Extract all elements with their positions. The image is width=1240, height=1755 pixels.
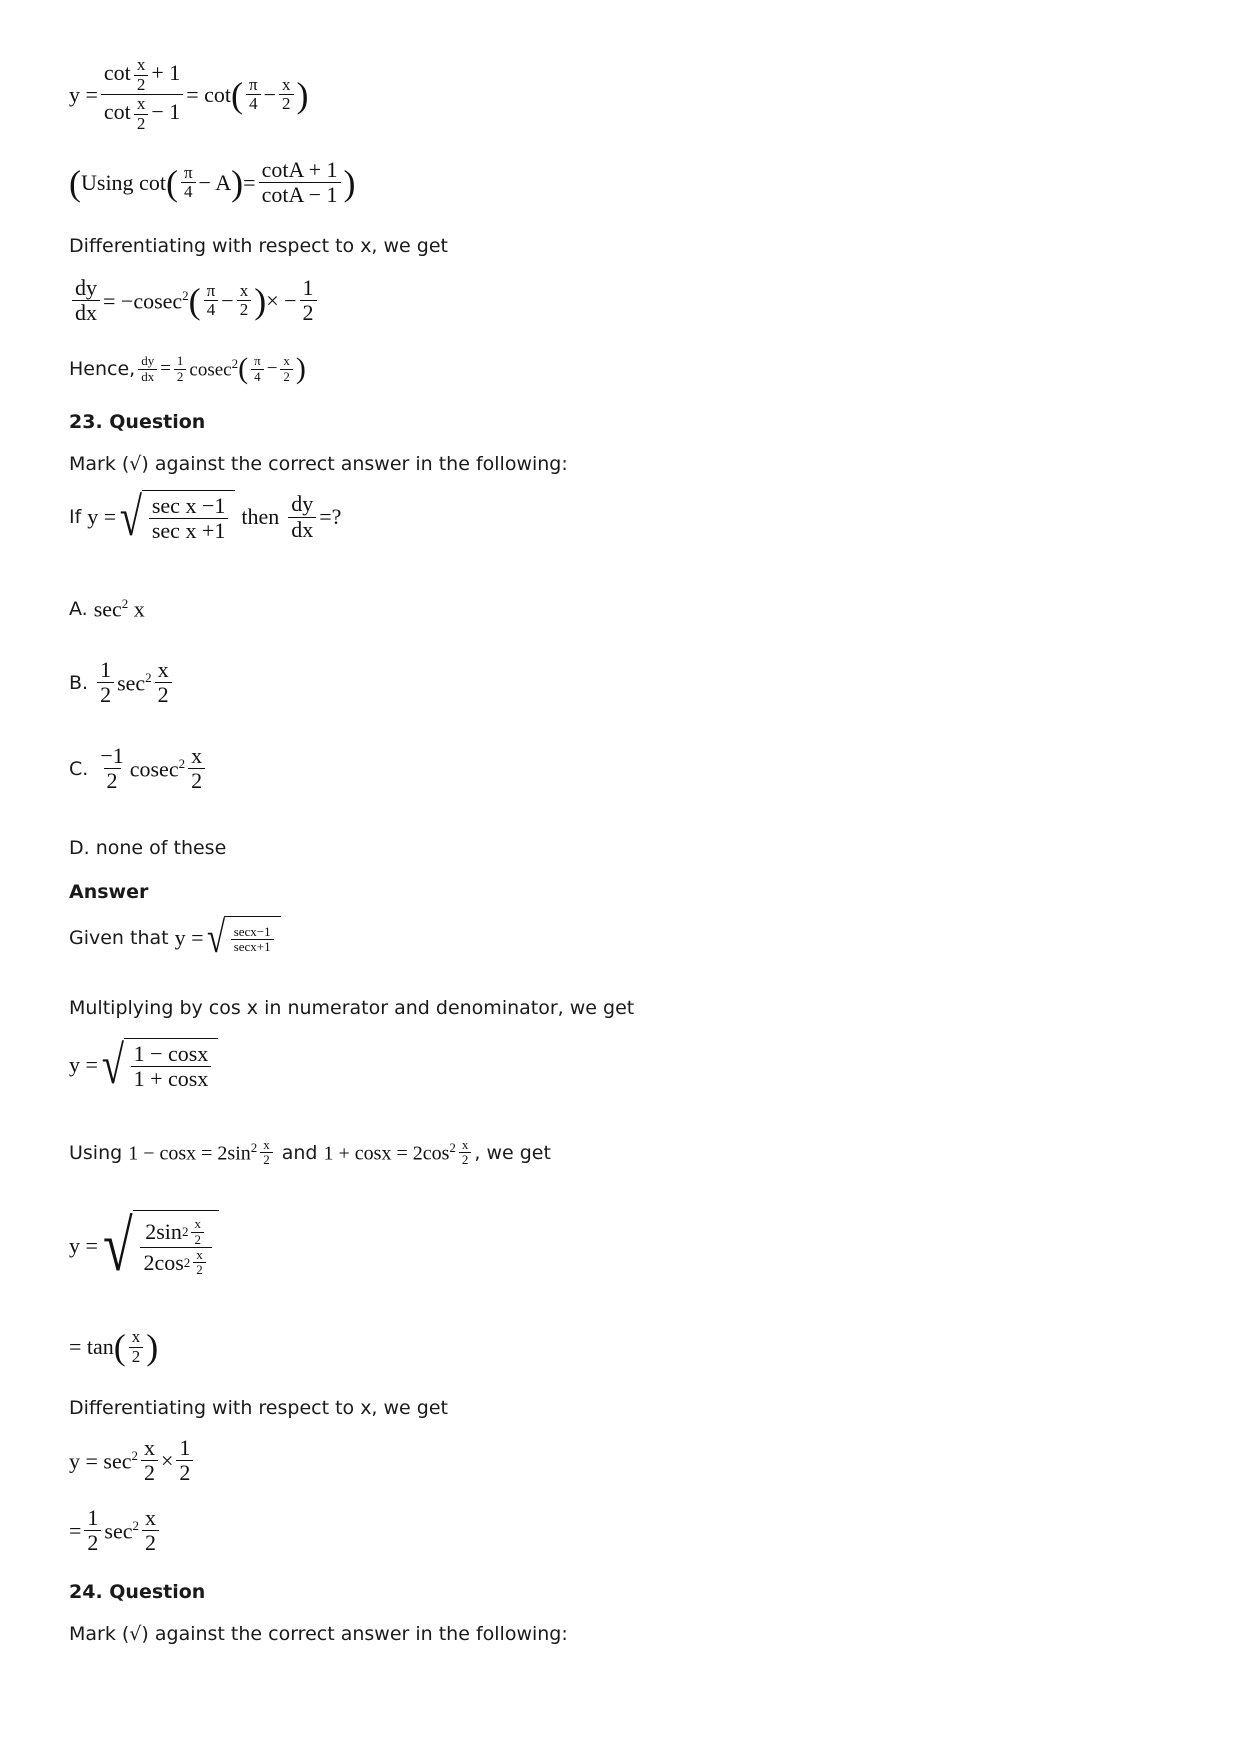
equation-tan: = tan ( $\frac{x}{2}$ ) (69, 1327, 159, 1368)
text-differentiating-1: Differentiating with respect to x, we get (69, 235, 448, 257)
text-if: If (69, 506, 82, 528)
equation-y-sin-cos: y = √ 2sin 2 $\frac{x}{2}$ 2cos 2 $\frac{x}{2}$ (69, 1210, 219, 1282)
option-b-letter: B. (69, 671, 89, 694)
answer-heading: Answer (69, 881, 149, 903)
equation-using-identities: Using $1 - \cos x = 2\sin^2$ $\frac{x}{2}$ and $1 + \cos x = 2\cos^2$ $\frac{x}{2}$ , we get (69, 1137, 551, 1168)
option-c-letter: C. (69, 757, 89, 780)
option-d[interactable]: D. none of these (69, 837, 227, 859)
equation-y-cos: y = √ $\frac{1 - \cos x}{1 + \cos x}$ (69, 1038, 218, 1092)
equation-hence: Hence, $\frac{dy}{dx}$ = $\frac{1}{2}$ cosec$^2$ ( $\frac{\pi}{4}$ − $\frac{x}{2}$ ) (69, 352, 306, 385)
text-using: Using (69, 1141, 123, 1164)
equation-identity-cot: ( Using cot ( $\frac{\pi}{4}$ − A ) = $\frac{\cot A + 1}{\cot A - 1}$ ) (69, 157, 356, 208)
option-a[interactable]: A. $\sec^2 x$ (69, 596, 145, 622)
question-24-heading: 24. Question (69, 1581, 206, 1603)
text-multiplying: Multiplying by cos x in numerator and denominator, we get (69, 997, 635, 1019)
equation-derivative-1: $\frac{dy}{dx}$ = −cosec$^2$ ( $\frac{\pi}{4}$ − $\frac{x}{2}$ ) × − $\frac{1}{2}$ (69, 276, 320, 325)
question-24-prompt: Mark (√) against the correct answer in the following: (69, 1623, 568, 1645)
text-hence: Hence, (69, 358, 136, 380)
equation-derivative-2: $y = \sec^2$ $\frac{x}{2}$ × $\frac{1}{2}$ (69, 1436, 196, 1485)
equation-final: = $\frac{1}{2}$ $\sec^2$ $\frac{x}{2}$ (69, 1506, 162, 1555)
question-23-heading: 23. Question (69, 411, 206, 433)
option-a-letter: A. (69, 598, 88, 621)
option-c[interactable]: C. $\frac{-1}{2}$ cosec$^2$ $\frac{x}{2}$ (69, 744, 208, 793)
text-then: then (241, 504, 280, 529)
text-given-that: Given that (69, 927, 169, 949)
equation-given: Given that y = √ $\frac{\sec x-1}{\sec x+1}$ (69, 916, 281, 960)
equation-y-cot: y = cot $\frac{x}{2}$ + 1 cot $\frac{x}{2}$ − 1 = cot ( $\frac{\pi}{4}$ − $\frac{x}{2}$ ) (69, 55, 309, 134)
question-23-equation: If y = √ $\frac{\text{sec x −1}}{\text{sec x +1}}$ then $\frac{dy}{dx}$ =? (69, 487, 342, 547)
question-23-prompt: Mark (√) against the correct answer in the following: (69, 453, 568, 475)
text-and: and (281, 1141, 318, 1164)
text-we-get: , we get (474, 1141, 551, 1164)
option-b[interactable]: B. $\frac{1}{2}$ $\sec^2$ $\frac{x}{2}$ (69, 658, 175, 707)
text-differentiating-2: Differentiating with respect to x, we get (69, 1397, 448, 1419)
